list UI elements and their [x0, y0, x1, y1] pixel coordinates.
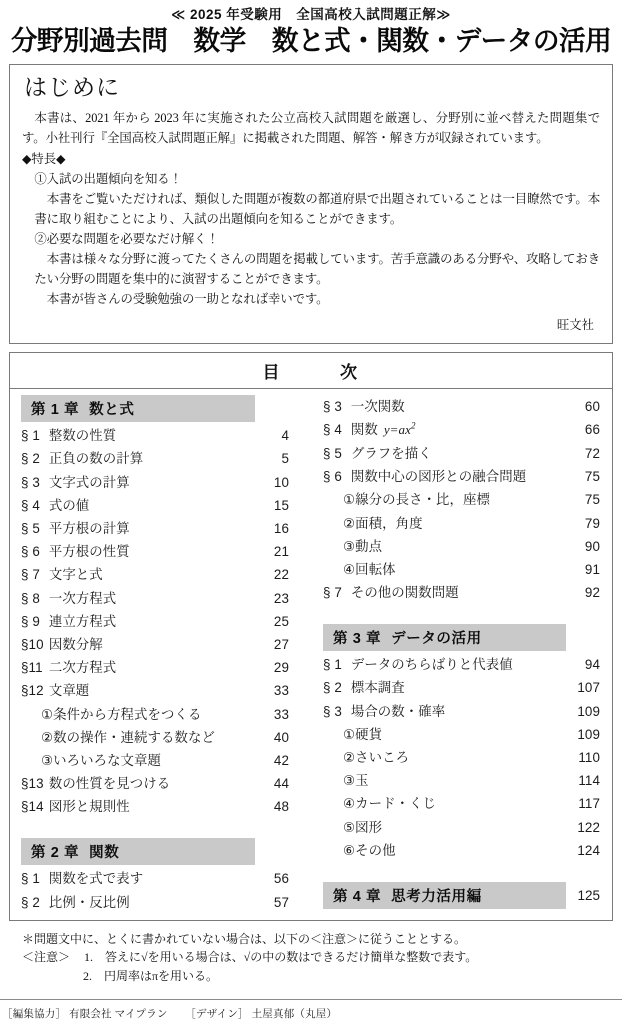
toc-item-text: 場合の数・確率 — [350, 703, 446, 719]
toc-item-text: 連立方程式 — [48, 613, 117, 629]
page-title: 分野別過去問 数学 数と式・関数・データの活用 — [10, 25, 612, 56]
toc-item[interactable] — [21, 424, 289, 447]
toc-item[interactable] — [323, 676, 600, 699]
toc-item-label — [41, 726, 235, 749]
toc-item-text: ⑤図形 — [343, 819, 383, 835]
toc-item-label — [323, 700, 574, 723]
toc-item-label — [21, 424, 263, 447]
toc-item-label — [343, 816, 546, 839]
toc-item-text: 関数 — [350, 422, 378, 438]
toc-item-label — [323, 676, 574, 699]
toc-item[interactable] — [21, 867, 289, 890]
toc-page-number: 33 — [273, 706, 289, 722]
design-value: 土屋真郁（丸屋） — [251, 1008, 338, 1020]
toc-item-text: 数の性質を見つける — [48, 776, 171, 792]
toc-columns — [10, 389, 612, 914]
toc-item-label — [21, 633, 263, 656]
toc-page-spacer — [546, 816, 574, 839]
toc-section-number: § 6 — [21, 544, 40, 560]
toc-section-number: § 2 — [21, 894, 40, 910]
toc-page-number: 90 — [584, 538, 600, 554]
toc-item-text: 文章題 — [48, 683, 90, 699]
intro-box — [9, 64, 613, 345]
toc-section-number: §11 — [21, 660, 43, 676]
toc-section-number: § 5 — [21, 521, 40, 537]
toc-item-text: ②さいころ — [343, 750, 410, 765]
toc-item-label — [41, 749, 235, 772]
toc-page-number: 75 — [584, 469, 600, 485]
toc-section-number: § 2 — [21, 451, 40, 467]
chapter-number: 第 2 章 — [31, 845, 80, 862]
toc-item-text: ④回転体 — [343, 561, 396, 577]
toc-section-number: §14 — [21, 799, 44, 815]
toc-chapter-heading[interactable] — [323, 882, 600, 909]
toc-page-number: 10 — [273, 474, 289, 490]
toc-page-number: 5 — [281, 451, 289, 467]
toc-page-number: 110 — [578, 750, 600, 765]
toc-subitem[interactable] — [323, 792, 600, 815]
toc-subitem[interactable] — [323, 488, 600, 511]
toc-item-text: グラフを描く — [350, 445, 432, 461]
toc-item-text: ②数の操作・連続する数など — [41, 729, 215, 745]
toc-item-label — [21, 772, 263, 795]
toc-page-number: 33 — [273, 683, 289, 699]
note-caution-item-1: 1. 答えに√を用いる場合は、√の中の数はできるだけ簡単な整数で表す。 — [84, 950, 478, 965]
toc-section-number: § 3 — [323, 399, 342, 415]
toc-item-label — [323, 395, 574, 418]
toc-item-text: 文字と式 — [48, 567, 103, 583]
toc-subitem[interactable] — [323, 816, 600, 839]
toc-subitem[interactable] — [323, 746, 600, 769]
toc-item[interactable] — [21, 517, 289, 540]
intro-heading: はじめに — [24, 74, 120, 100]
toc-section-number: §12 — [21, 683, 44, 699]
toc-item-text: 二次方程式 — [48, 660, 117, 676]
toc-section-number: § 1 — [21, 428, 40, 444]
chapter-name: 数と式 — [89, 402, 135, 419]
chapter-name: 関数 — [89, 845, 120, 862]
toc-item-text: 因数分解 — [48, 636, 103, 652]
toc-subitem[interactable] — [323, 558, 600, 581]
toc-spacer — [323, 604, 600, 624]
toc-item[interactable] — [21, 471, 289, 494]
toc-item-text: 関数を式で表す — [48, 871, 144, 887]
toc-item-text: ③玉 — [343, 773, 369, 789]
toc-item-label — [21, 679, 263, 702]
toc-item-label — [343, 535, 546, 558]
toc-section-number: § 2 — [323, 680, 342, 696]
toc-item-label — [21, 867, 263, 890]
toc-item-text: データのちらばりと代表値 — [350, 657, 513, 673]
toc-subitem[interactable] — [323, 839, 600, 862]
toc-chapter-heading[interactable] — [323, 624, 600, 651]
toc-page-number: 56 — [273, 871, 289, 887]
toc-page-number: 66 — [584, 422, 600, 438]
toc-left-column — [10, 395, 311, 914]
toc-page-number: 22 — [273, 567, 289, 583]
toc-item-label — [21, 795, 263, 818]
toc-page-spacer — [235, 703, 263, 726]
toc-item-label — [343, 558, 546, 581]
toc-section-number: § 8 — [21, 590, 40, 606]
toc-section-number: § 6 — [323, 469, 342, 485]
toc-page-number: 60 — [584, 399, 600, 415]
design-label: ［デザイン］ — [185, 1008, 249, 1020]
toc-page-number: 92 — [584, 585, 600, 601]
toc-item-text: ①線分の長さ・比，座標 — [343, 492, 491, 508]
toc-page-number: 79 — [584, 515, 600, 531]
toc-page-number: 94 — [584, 657, 600, 673]
toc-heading-left: 目 — [262, 363, 282, 383]
toc-subitem[interactable] — [21, 749, 289, 772]
series-line: ≪ 2025 年受験用 全国高校入試問題正解≫ — [171, 7, 451, 22]
intro-feature-2-title: ②必要な問題を必要なだけ解く！ — [34, 231, 219, 246]
toc-item-text: ①条件から方程式をつくる — [41, 706, 202, 722]
toc-page-spacer — [546, 746, 574, 769]
formula-exponent: 2 — [411, 421, 416, 432]
toc-item-label — [343, 792, 546, 815]
toc-item[interactable] — [21, 656, 289, 679]
chapter-bar — [21, 838, 255, 865]
toc-item-label — [343, 488, 546, 511]
toc-page-number: 4 — [281, 428, 289, 444]
toc-page-number: 23 — [273, 590, 289, 606]
chapter-name: 思考力活用編 — [391, 888, 482, 905]
toc-item[interactable] — [21, 610, 289, 633]
toc-item[interactable] — [21, 587, 289, 610]
toc-item-formula — [378, 422, 416, 437]
toc-item-label — [21, 540, 263, 563]
toc-item-text: 正負の数の計算 — [48, 451, 144, 467]
toc-heading — [10, 353, 612, 389]
toc-item-label — [343, 769, 546, 792]
formula-base: y=ax — [383, 422, 412, 438]
credits-line — [0, 1000, 622, 1021]
note-caution-label: ＜注意＞ — [22, 950, 71, 965]
chapter-page-number: 125 — [577, 887, 600, 903]
editor-label: ［編集協力］ — [2, 1008, 67, 1020]
toc-item-text: 一次方程式 — [48, 590, 117, 606]
toc-subitem[interactable] — [21, 726, 289, 749]
toc-section-number: §13 — [21, 776, 44, 792]
toc-item-label — [21, 891, 263, 914]
toc-item-label — [323, 465, 574, 488]
toc-item[interactable] — [323, 395, 600, 418]
chapter-bar — [21, 395, 255, 422]
toc-item-text: 式の値 — [48, 497, 90, 513]
toc-page-number: 57 — [273, 894, 289, 910]
toc-item-text: ②面積，角度 — [343, 515, 423, 531]
toc-item-text: ③いろいろな文章題 — [41, 752, 162, 768]
intro-paragraph-1: 本書は、2021 年から 2023 年に実施された公立高校入試問題を厳選し、分野別に並べ替えた問題集です。小社刊行『全国高校入試問題正解』に掲載された問題、解答・解き方が収録されています。 — [22, 111, 600, 146]
toc-section-number: § 4 — [323, 422, 342, 438]
toc-item-label — [21, 610, 263, 633]
toc-subitem[interactable] — [21, 703, 289, 726]
toc-item-label — [343, 839, 546, 862]
toc-page-number: 117 — [578, 796, 600, 812]
publisher-signature: 旺文社 — [556, 318, 594, 333]
toc-item-label — [21, 471, 263, 494]
toc-item[interactable] — [323, 700, 600, 723]
toc-item[interactable] — [21, 447, 289, 470]
toc-subitem[interactable] — [323, 769, 600, 792]
toc-page-number: 72 — [584, 445, 600, 461]
notes-block — [9, 930, 613, 986]
toc-page-number: 91 — [584, 561, 600, 577]
toc-item-text: ④カード・くじ — [343, 796, 437, 812]
table-of-contents — [9, 352, 613, 921]
toc-item[interactable] — [21, 540, 289, 563]
toc-page-spacer — [546, 769, 574, 792]
toc-page-spacer — [546, 535, 574, 558]
toc-page-number: 109 — [577, 703, 600, 719]
toc-page-number: 27 — [273, 636, 289, 652]
chapter-number: 第 1 章 — [31, 402, 80, 419]
note-line-2 — [9, 948, 613, 967]
toc-item-text: その他の関数問題 — [350, 585, 459, 601]
toc-page-number: 107 — [577, 680, 600, 696]
toc-page-spacer — [235, 726, 263, 749]
toc-page-spacer — [546, 558, 574, 581]
toc-item-text: 関数中心の図形との融合問題 — [350, 469, 527, 485]
toc-chapter-heading[interactable] — [21, 395, 289, 422]
toc-page-number: 21 — [273, 544, 289, 560]
toc-chapter-heading[interactable] — [21, 838, 289, 865]
toc-item-text: 図形と規則性 — [48, 799, 130, 815]
toc-page-spacer — [546, 488, 574, 511]
intro-feature-2-body: 本書は様々な分野に渡ってたくさんの問題を掲載しています。苦手意識のある分野や、攻略しておきたい分野の問題を集中的に演習することができます。 — [34, 251, 600, 287]
toc-item-label — [21, 447, 263, 470]
toc-item[interactable] — [21, 679, 289, 702]
toc-item-text: 標本調査 — [350, 680, 405, 696]
toc-page-number: 42 — [273, 752, 289, 768]
toc-subitem[interactable] — [323, 512, 600, 535]
toc-page-number: 44 — [273, 776, 289, 792]
toc-page-number: 29 — [273, 660, 289, 676]
toc-spacer — [323, 862, 600, 882]
toc-item[interactable] — [323, 581, 600, 604]
toc-item-text: 整数の性質 — [48, 428, 117, 444]
chapter-name: データの活用 — [391, 631, 482, 648]
toc-item-label — [21, 517, 263, 540]
toc-item-text: ③動点 — [343, 538, 383, 554]
toc-section-number: § 7 — [323, 585, 342, 601]
chapter-bar — [323, 624, 566, 651]
toc-section-number: § 5 — [323, 445, 342, 461]
toc-page-number: 15 — [273, 497, 289, 513]
toc-page-number: 124 — [577, 842, 600, 858]
toc-section-number: § 7 — [21, 567, 40, 583]
toc-item-label — [343, 512, 546, 535]
toc-item[interactable] — [21, 494, 289, 517]
toc-page-spacer — [235, 749, 263, 772]
toc-subitem[interactable] — [323, 723, 600, 746]
toc-page-spacer — [546, 839, 574, 862]
toc-item[interactable] — [21, 633, 289, 656]
toc-page-spacer — [546, 723, 574, 746]
toc-section-number: § 1 — [323, 657, 342, 673]
toc-item-text: ⑥その他 — [343, 842, 396, 858]
toc-section-number: § 9 — [21, 613, 40, 629]
toc-item-label — [323, 581, 574, 604]
toc-item-text: 文字式の計算 — [48, 474, 130, 490]
toc-right-column — [311, 395, 612, 914]
toc-page-number: 25 — [273, 613, 289, 629]
toc-section-number: § 4 — [21, 497, 40, 513]
toc-item-text: ①硬貨 — [343, 726, 383, 742]
toc-page-number: 48 — [273, 799, 289, 815]
toc-item[interactable] — [21, 563, 289, 586]
intro-feature-1-body: 本書をご覧いただければ、類似した問題が複数の都道府県で出題されていることは一目瞭然です。本書に取り組むことにより、入試の出題傾向を知ることができます。 — [34, 191, 600, 226]
toc-subitem[interactable] — [323, 535, 600, 558]
toc-item[interactable] — [323, 465, 600, 488]
intro-feature-1-title: ①入試の出題傾向を知る！ — [34, 171, 182, 186]
toc-page-number: 122 — [577, 819, 600, 835]
toc-item-label — [21, 656, 263, 679]
toc-page-number: 40 — [273, 729, 289, 745]
chapter-number: 第 3 章 — [333, 631, 382, 648]
toc-item[interactable] — [21, 795, 289, 818]
toc-item[interactable] — [323, 418, 600, 441]
toc-item-text: 平方根の性質 — [48, 544, 130, 560]
toc-item-label — [323, 442, 574, 465]
toc-item-text: 比例・反比例 — [48, 894, 130, 910]
toc-item-text: 一次関数 — [350, 399, 405, 415]
note-line-1: ＊問題文中に、とくに書かれていない場合は、以下の＜注意＞に従うこととする。 — [22, 931, 467, 946]
toc-heading-right: 次 — [340, 363, 360, 383]
chapter-number: 第 4 章 — [333, 888, 382, 905]
toc-item-text: 平方根の計算 — [48, 521, 130, 537]
toc-item-label — [343, 746, 546, 769]
note-line-3: 2. 円周率はπを用いる。 — [83, 969, 219, 984]
toc-item-label — [343, 723, 546, 746]
chapter-bar — [323, 882, 566, 909]
toc-item[interactable] — [21, 772, 289, 795]
toc-item[interactable] — [21, 891, 289, 914]
toc-item-label — [323, 653, 574, 676]
toc-section-number: § 3 — [21, 474, 40, 490]
intro-features-marker: ◆特長◆ — [22, 151, 66, 166]
toc-item-label — [323, 418, 574, 441]
toc-page-number: 75 — [584, 492, 600, 508]
toc-spacer — [21, 818, 289, 838]
toc-item[interactable] — [323, 653, 600, 676]
toc-item-label — [21, 494, 263, 517]
toc-page-number: 114 — [578, 773, 600, 789]
toc-section-number: §10 — [21, 636, 44, 652]
toc-page-spacer — [546, 792, 574, 815]
toc-page-number: 16 — [273, 521, 289, 537]
toc-item-label — [41, 703, 235, 726]
toc-item-label — [21, 563, 263, 586]
toc-page-number: 109 — [577, 726, 600, 742]
toc-section-number: § 3 — [323, 703, 342, 719]
toc-item[interactable] — [323, 442, 600, 465]
toc-item-label — [21, 587, 263, 610]
toc-page-spacer — [546, 512, 574, 535]
intro-closing: 本書が皆さんの受験勉強の一助となれば幸いです。 — [46, 292, 329, 307]
toc-section-number: § 1 — [21, 871, 40, 887]
editor-value: 有限会社 マイプラン — [69, 1008, 168, 1020]
